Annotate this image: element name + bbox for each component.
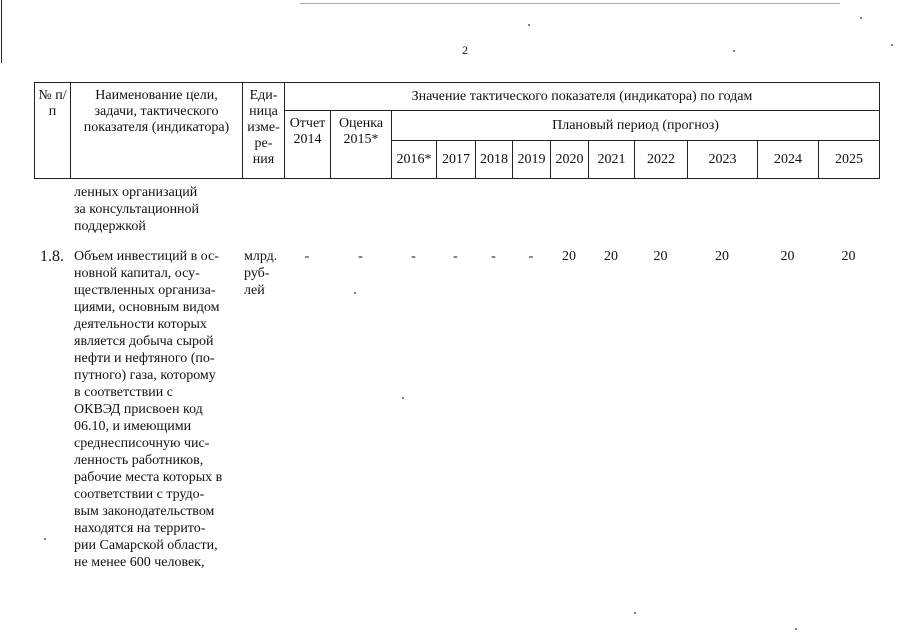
header-year: 2019 (513, 141, 551, 179)
header-year: 2020 (551, 141, 589, 179)
indicator-table-header (34, 82, 880, 179)
header-year: 2017 (437, 141, 476, 179)
value-2019: - (528, 249, 534, 264)
scan-speck (733, 50, 735, 52)
header-unit: Еди-ница изме-ре-ния (243, 83, 285, 179)
row-number: 1.8. (40, 248, 64, 265)
value-2017: - (453, 249, 458, 264)
value-2024: 20 (780, 249, 795, 264)
header-name: Наименование цели, задачи, тактического показателя (индикатора) (71, 83, 243, 179)
scan-speck (528, 24, 530, 26)
scan-speck (891, 44, 893, 46)
indicator-unit: млрд. руб- лей (244, 249, 278, 298)
scan-speck (795, 628, 797, 630)
header-year: 2022 (635, 141, 688, 179)
value-2016: - (411, 249, 416, 264)
scan-speck (634, 612, 636, 614)
value-2020: 20 (562, 249, 576, 264)
page-top-line (300, 3, 840, 4)
page-number: 2 (462, 43, 468, 57)
header-planned-period: Плановый период (прогноз) (392, 111, 880, 141)
scan-speck (354, 292, 356, 294)
scan-speck (860, 17, 862, 19)
header-year: 2024 (758, 141, 819, 179)
header-value-group: Значение тактического показателя (индикатора) по годам (285, 83, 880, 111)
header-num: № п/п (35, 83, 71, 179)
continued-indicator-name: ленных организаций за консультационной поддержкой (74, 185, 200, 234)
header-year: 2016* (392, 141, 437, 179)
value-2018: - (491, 249, 496, 264)
scan-speck (402, 397, 404, 399)
value-2022: 20 (653, 249, 668, 264)
header-year: 2025 (819, 141, 880, 179)
header-year: 2021 (589, 141, 635, 179)
header-report: Отчет 2014 (285, 111, 331, 179)
value-2021: 20 (604, 249, 618, 264)
header-estimate: Оценка 2015* (331, 111, 392, 179)
value-estimate-2015: - (358, 249, 363, 264)
value-report-2014: - (304, 249, 310, 264)
value-2025: 20 (841, 249, 856, 264)
value-2023: 20 (715, 249, 729, 264)
header-year: 2018 (476, 141, 513, 179)
scan-speck (44, 538, 46, 540)
indicator-name: Объем инвестиций в ос- новной капитал, осу- ществленных организа- циями, основным видом деятельности которых является добыча сырой нефти и нефтяного (по- путного) газа, которому в соответствии с ОКВЭД присвоен код 06.10, и имеющими среднесписочную чис- ленность работников, рабочие места которых в соответствии с трудо- вым законодательством находятся на террито- рии Самарской области, не менее 600 человек, (74, 249, 223, 570)
header-year: 2023 (688, 141, 758, 179)
